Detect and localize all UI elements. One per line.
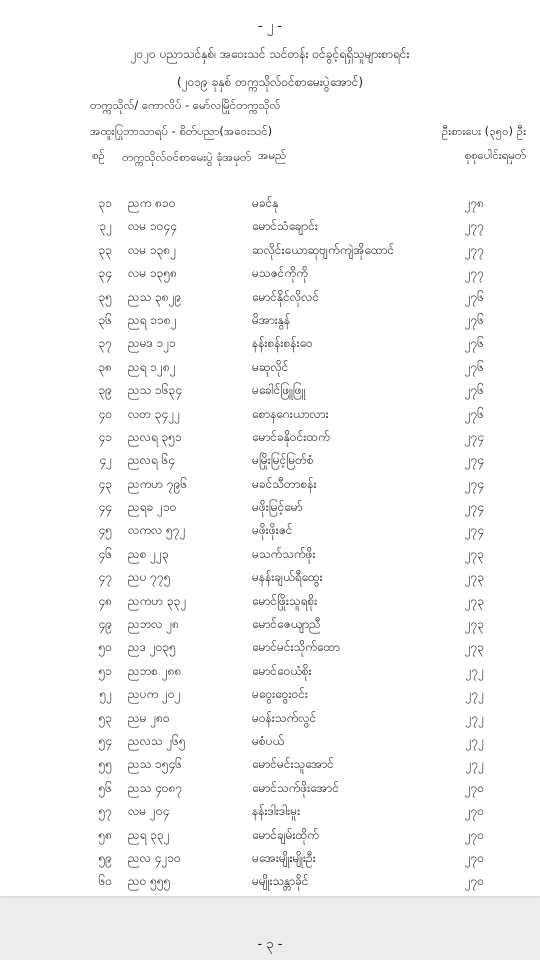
total-score: ၂၇၄ [464,429,484,444]
student-name: မခင်နု [252,196,279,210]
student-name: မနန်းချယ်ရီထွေး [252,570,323,585]
total-score: ၂၇၄ [464,500,484,515]
table-row [0,730,540,753]
total-score: ၂၇၀ [464,850,484,865]
total-score: ၂၇၆ [464,383,484,398]
page-number-bottom: - ၃ - [257,937,283,952]
student-name: မဝန်းသက်လွင် [252,710,317,725]
total-score: ၂၇၀ [464,780,484,795]
student-name: မအေးမျိုးမျိုးဦး [252,850,316,865]
student-name: မဝွေးဝွေးဝင်း [252,687,308,702]
student-name: မသက်သက်ဖိုး [252,546,316,561]
student-name: မောင်မင်းသိုက်ထော [252,640,340,655]
student-name: မမြိုးမြင့်မြတ်စံ [252,453,314,468]
document-subtitle: (၂၀၁၉ ခုနှစ် တက္ကသိုလ်ဝင်စာမေးပွဲအောင်) [176,75,364,89]
table-row [0,777,540,800]
student-name: မောင်နိုင်လိုလင် [252,289,319,304]
student-name: နန်းဒါးဒါးမူး [252,804,301,819]
table-row [0,379,540,402]
roll-number: လမ ၁၃၈၂ [128,242,177,257]
column-header-name: အမည် [258,148,287,162]
roll-number: ညသ ၁၆၃၄ [128,383,183,398]
total-score: ၂၇၆ [464,359,484,374]
roll-number: ညရ ၃၃၂ [128,827,170,842]
column-header-roll: တက္ကသိုလ်ဝင်စာမေးပွဲ ခုံအမှတ် [122,150,252,164]
table-row [0,543,540,566]
roll-number: လမ ၁၃၅၈ [128,266,178,281]
row-number: ၅၀ [98,640,112,655]
roll-number: ညပ ၇၇၅ [128,570,171,585]
total-score: ၂၇၇ [464,219,484,234]
table-row [0,239,540,262]
row-number: ၅၃ [98,710,112,725]
roll-number: ညရ ၁၂၈၂ [128,359,176,374]
row-number: ၅၅ [98,757,112,772]
total-score: ၂၇၂ [465,687,484,702]
roll-number: ညလသ ၂၆၅ [128,733,186,748]
row-number: ၃၈ [98,359,112,374]
quota-note: ဦးစားပေး (၃၅၀) ဦး [441,124,526,138]
total-score: ၂၇၆ [464,289,484,304]
row-number: ၄၂ [99,453,112,468]
row-number: ၄၅ [98,523,112,538]
row-number: ၅၄ [98,733,112,748]
table-row [0,309,540,332]
table-row [0,332,540,355]
total-score: ၂၇၀ [464,874,484,889]
row-number: ၅၁ [98,663,112,678]
student-name: မောင်သံချောင်း [252,219,318,234]
student-name: မိအားနွန် [252,312,291,327]
table-row [0,660,540,683]
total-score: ၂၇၀ [464,827,484,842]
table-row [0,286,540,309]
row-number: ၃၇ [98,336,112,351]
row-number: ၄၀ [98,406,112,421]
total-score: ၂၇၂ [465,757,484,772]
total-score: ၂၇၃ [464,593,484,608]
student-name: မောင်သက်ဖိုးအောင် [252,780,339,795]
student-name: မဆုလိုင် [252,359,289,374]
student-name: မောင်ဝေယံစိုး [252,663,312,678]
student-name: စောနဂေးယာလား [252,406,329,421]
table-row [0,847,540,870]
roll-number: ညပက ၂၀၂ [128,687,181,702]
student-name: မသဇင်ကိုကို [252,266,308,281]
row-number: ၃၄ [98,266,112,281]
column-header-no: စဉ် [92,148,105,162]
row-number: ၄၈ [98,593,112,608]
row-number: ၄၇ [98,570,112,585]
total-score: ၂၇၃ [464,546,484,561]
roll-number: ညဘလ ၂၈ [128,617,179,632]
table-row [0,753,540,776]
student-name: မမျိုးသန္တာခိုင် [252,874,309,889]
total-score: ၂၇၂ [465,710,484,725]
student-name: မဖိုးမြင့်မော် [252,500,303,515]
roll-number: ညကဟ ၃၃၂ [128,593,187,608]
row-number: ၃၂ [99,219,112,234]
student-name: မစံပယ် [252,733,285,748]
row-number: ၅၇ [98,804,112,819]
total-score: ၂၇၃ [464,640,484,655]
student-name: မောင်ဇေယျာညီ [252,617,321,632]
total-score: ၂၇၂ [465,663,484,678]
student-name: ဆလိုင်းယောဆုဗျက်ကျဲအိုထောင် [252,242,395,257]
table-row [0,566,540,589]
table-row [0,473,540,496]
roll-number: ညရခ ၂၁၀ [128,500,177,515]
student-name: မောင်ဖြိုးသူရစိုး [252,593,318,608]
total-score: ၂၇၂ [465,733,484,748]
total-score: ၂၇၇ [464,242,484,257]
table-row [0,215,540,238]
table-row [0,870,540,893]
total-score: ၂၇၃ [464,617,484,632]
row-number: ၃၃ [98,242,112,257]
roll-number: ညကဟ ၇၉၆ [128,476,188,491]
total-score: ၂၇၆ [464,312,484,327]
row-number: ၄၁ [98,429,112,444]
roll-number: ညသ ၃၈၂၉ [128,289,182,304]
row-number: ၆၀ [98,874,112,889]
table-row [0,800,540,823]
total-score: ၂၇၃ [464,570,484,585]
row-number: ၅၈ [98,827,112,842]
student-name: မောင်မင်းသူအောင် [252,757,334,772]
table-row [0,707,540,730]
table-row [0,356,540,379]
roll-number: ညစ ၂၂၃ [128,546,169,561]
row-number: ၄၆ [98,546,112,561]
total-score: ၂၇၆ [464,406,484,421]
student-list [0,192,540,894]
row-number: ၄၄ [98,500,112,515]
total-score: ၂၇၄ [464,476,484,491]
total-score-header: စုစုပေါင်းရမှတ် [464,148,526,162]
row-number: ၅၆ [98,780,112,795]
roll-number: ညသ ၁၅၄၆ [128,757,183,772]
roll-number: ညလ ၄၂၁၀ [128,850,181,865]
table-row [0,192,540,215]
total-score: ၂၇၄ [464,523,484,538]
row-number: ၃၆ [98,312,112,327]
roll-number: လကလ ၅၇၂ [128,523,186,538]
row-number: ၅၉ [98,850,112,865]
roll-number: ညဒ ၂၀၃၅ [128,640,176,655]
total-score: ၂၇၈ [464,196,484,210]
table-row [0,449,540,472]
roll-number: ညလရ ၆၄ [128,453,176,468]
roll-number: ညဘစ ၂၈၈ [128,663,182,678]
roll-number: ညမဒ ၁၂၁ [128,336,176,351]
roll-number: ညလရ ၃၅၁ [128,429,182,444]
roll-number: ညက ၈၁၀ [128,196,176,210]
table-row [0,262,540,285]
table-row [0,426,540,449]
total-score: ၂၇၇ [464,266,484,281]
student-name: မဖိုးဖိုးဇင် [252,523,293,538]
table-row [0,519,540,542]
page-number-top: - ၂ - [257,19,283,34]
row-number: ၃၅ [98,289,112,304]
subject-line: အထူးပြုဘာသာရပ် - စိတ်ပညာ(အဝေးသင်) [90,124,273,138]
document-title: ၂၀၂၀ ပညာသင်နှစ်၊ အဝေးသင် သင်တန်း ဝင်ခွင့်ရရှိသူများစာရင်း [130,47,410,61]
student-name: နန်းစန်းစန်းဝေ [252,336,313,351]
roll-number: ညမ ၂၈၀ [128,710,170,725]
table-row [0,636,540,659]
student-name: မခေါင်ဖြူဖြူ [252,383,306,398]
student-name: မခင်သီတာစန်း [252,476,317,491]
roll-number: လမ ၁၀၄၄ [128,219,177,234]
roll-number: လမ ၂၀၄ [128,804,170,819]
total-score: ၂၇၆ [464,336,484,351]
student-name: မောင်ခနိုဝင်းထက် [252,429,330,444]
row-number: ၄၃ [98,476,112,491]
table-row [0,403,540,426]
row-number: ၄၉ [98,617,112,632]
roll-number: လတ ၃၄၂၂ [128,406,181,421]
table-row [0,613,540,636]
total-score: ၂၇၀ [464,804,484,819]
total-score: ၂၇၄ [464,453,484,468]
roll-number: ညရ ၁၁၈၂ [128,312,177,327]
student-name: မောင်ချမ်းထိုက် [252,827,319,842]
table-row [0,496,540,519]
university-line: တက္ကသိုလ်/ ကောလိပ် - မော်လမြိုင်တက္ကသိုလ် [90,98,281,112]
row-number: ၃၁ [98,196,112,210]
row-number: ၃၉ [98,383,112,398]
table-row [0,824,540,847]
roll-number: ညသ ၄၀၈၇ [128,780,183,795]
row-number: ၅၂ [99,687,112,702]
table-row [0,590,540,613]
roll-number: ညဝ ၅၅၅ [128,874,171,889]
table-row [0,683,540,706]
